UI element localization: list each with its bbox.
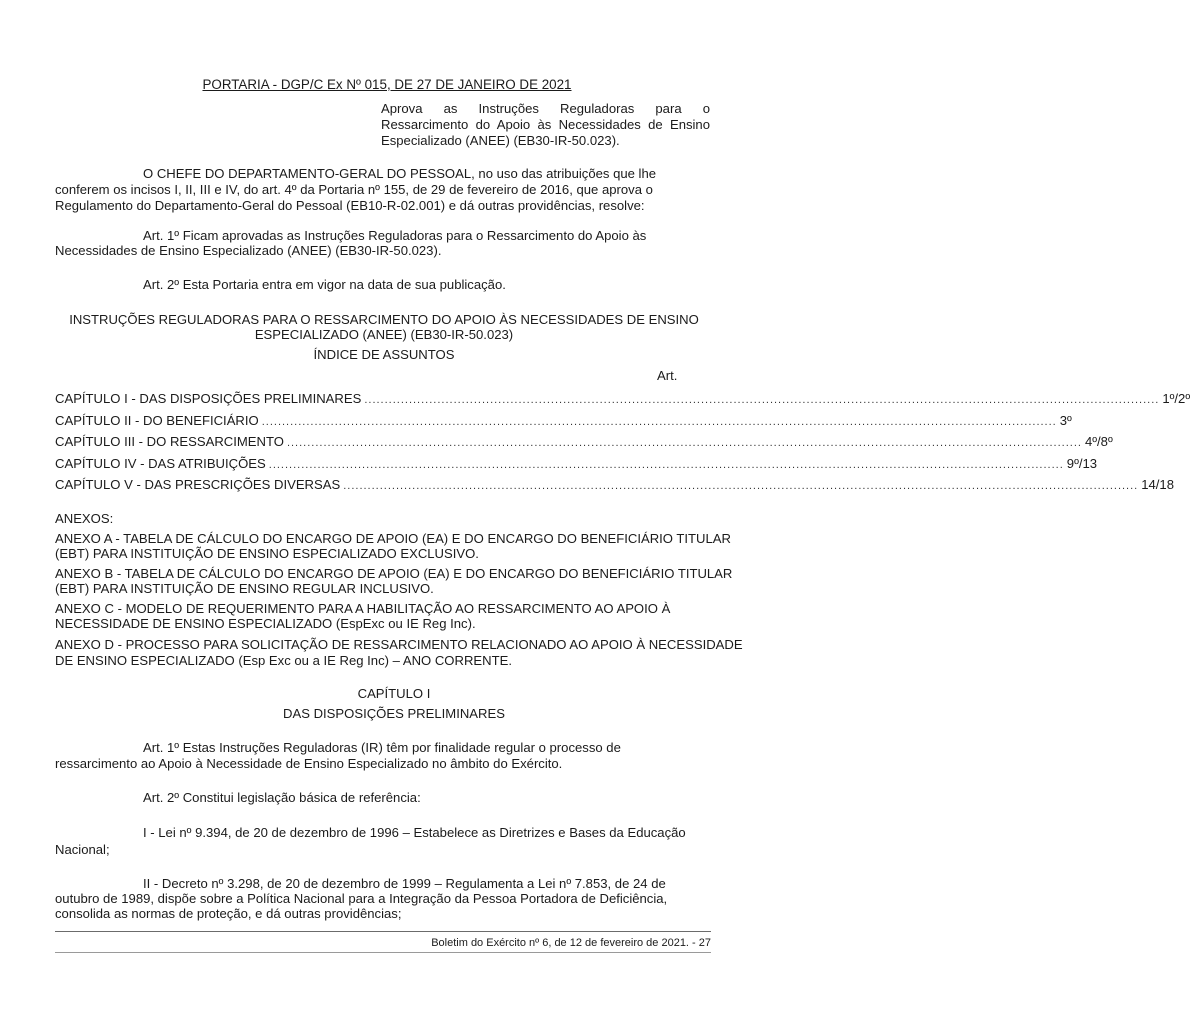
footer-bulletin-reference: Boletim do Exército nº 6, de 12 de fevereiro de 2021. - 27 [431, 937, 711, 949]
legislation-item-1-line-1: I - Lei nº 9.394, de 20 de dezembro de 1996 – Estabelece as Diretrizes e Bases da Educação [143, 825, 686, 840]
toc-row [55, 434, 1113, 450]
preamble-line-1 [143, 166, 656, 182]
instructions-title-line-1: INSTRUÇÕES REGULADORAS PARA O RESSARCIMENTO DO APOIO ÀS NECESSIDADES DE ENSINO [69, 312, 699, 327]
toc-art-column-header: Art. [657, 368, 678, 383]
toc-leader-dots: .................................................................................................................................................................................................... [261, 416, 1057, 428]
legislation-item-2-line-3: consolida as normas de proteção, e dá outras providências; [55, 906, 402, 921]
toc-label: CAPÍTULO II - DO BENEFICIÁRIO [55, 413, 259, 428]
portaria-art1-line-1: Art. 1º Ficam aprovadas as Instruções Reguladoras para o Ressarcimento do Apoio às [143, 228, 647, 243]
toc-art-range: 4º/8º [1084, 434, 1113, 449]
index-heading: ÍNDICE DE ASSUNTOS [313, 347, 455, 362]
anexo-a-line-2: (EBT) PARA INSTITUIÇÃO DE ENSINO ESPECIALIZADO EXCLUSIVO. [55, 546, 479, 561]
toc-label: CAPÍTULO III - DO RESSARCIMENTO [55, 434, 284, 449]
anexo-d-line-2: DE ENSINO ESPECIALIZADO (Esp Exc ou a IE Reg Inc) – ANO CORRENTE. [55, 653, 512, 668]
anexo-b-line-2: (EBT) PARA INSTITUIÇÃO DE ENSINO REGULAR INCLUSIVO. [55, 581, 434, 596]
toc-art-range: 14/18 [1141, 477, 1175, 492]
anexo-c-line-2: NECESSIDADE DE ENSINO ESPECIALIZADO (EspExc ou IE Reg Inc). [55, 616, 476, 631]
toc-leader-dots: .................................................................................................................................................................................................... [286, 437, 1082, 449]
footer-rule-bottom [55, 952, 711, 953]
anexos-heading: ANEXOS: [55, 511, 114, 526]
anexo-c-line-1: ANEXO C - MODELO DE REQUERIMENTO PARA A HABILITAÇÃO AO RESSARCIMENTO AO APOIO À [55, 601, 671, 616]
preamble-line-1-rest: , no uso das atribuições que lhe [471, 166, 657, 181]
toc-label: CAPÍTULO I - DAS DISPOSIÇÕES PRELIMINARES [55, 391, 362, 406]
ementa: Aprova as Instruções Reguladoras para o Ressarcimento do Apoio às Necessidades de Ensino Especializado (ANEE) (EB30-IR-50.023). [381, 101, 710, 148]
toc-leader-dots: .................................................................................................................................................................................................... [268, 459, 1064, 471]
legislation-item-2-line-1: II - Decreto nº 3.298, de 20 de dezembro de 1999 – Regulamenta a Lei nº 7.853, de 24 de [143, 876, 666, 891]
toc-row [55, 456, 1098, 472]
chapter-1-title: CAPÍTULO I [357, 686, 431, 701]
footer-rule-top [55, 931, 711, 932]
toc-art-range: 9º/13 [1066, 456, 1098, 471]
anexo-d-line-1: ANEXO D - PROCESSO PARA SOLICITAÇÃO DE RESSARCIMENTO RELACIONADO AO APOIO À NECESSIDADE [55, 637, 743, 652]
legislation-item-2-line-2: outubro de 1989, dispõe sobre a Política Nacional para a Integração da Pessoa Portadora de Deficiência, [55, 891, 668, 906]
chapter1-art1-line-2: ressarcimento ao Apoio à Necessidade de Ensino Especializado no âmbito do Exército. [55, 756, 563, 771]
preamble-lead: O CHEFE DO DEPARTAMENTO-GERAL DO PESSOAL [143, 166, 472, 181]
chapter1-art2: Art. 2º Constitui legislação básica de referência: [143, 790, 421, 805]
anexo-a-line-1: ANEXO A - TABELA DE CÁLCULO DO ENCARGO DE APOIO (EA) E DO ENCARGO DO BENEFICIÁRIO TITULAR [55, 531, 731, 546]
instructions-title-line-2: ESPECIALIZADO (ANEE) (EB30-IR-50.023) [254, 327, 514, 342]
preamble-line-3: Regulamento do Departamento-Geral do Pessoal (EB10-R-02.001) e dá outras providências, resolve: [55, 198, 645, 213]
toc-art-range: 1º/2º [1162, 391, 1190, 406]
toc-leader-dots: .................................................................................................................................................................................................... [343, 480, 1139, 492]
toc-art-range: 3º [1059, 413, 1072, 428]
chapter-1-subtitle: DAS DISPOSIÇÕES PRELIMINARES [283, 706, 505, 721]
toc-label: CAPÍTULO IV - DAS ATRIBUIÇÕES [55, 456, 266, 471]
anexo-b-line-1: ANEXO B - TABELA DE CÁLCULO DO ENCARGO DE APOIO (EA) E DO ENCARGO DO BENEFICIÁRIO TITULAR [55, 566, 733, 581]
legislation-item-1-line-2: Nacional; [55, 842, 110, 857]
chapter1-art1-line-1: Art. 1º Estas Instruções Reguladoras (IR) têm por finalidade regular o processo de [143, 740, 621, 755]
toc-leader-dots: .................................................................................................................................................................................................... [364, 394, 1160, 406]
toc-label: CAPÍTULO V - DAS PRESCRIÇÕES DIVERSAS [55, 477, 341, 492]
toc-row [55, 413, 1072, 429]
portaria-art1-line-2: Necessidades de Ensino Especializado (ANEE) (EB30-IR-50.023). [55, 243, 442, 258]
preamble-line-2: conferem os incisos I, II, III e IV, do art. 4º da Portaria nº 155, de 29 de fevereiro de 2016, que aprova o [55, 182, 653, 197]
portaria-art2: Art. 2º Esta Portaria entra em vigor na data de sua publicação. [143, 277, 506, 292]
toc-row [55, 477, 1175, 493]
toc-row [55, 391, 1190, 407]
portaria-title: PORTARIA - DGP/C Ex Nº 015, DE 27 DE JANEIRO DE 2021 [202, 77, 572, 92]
